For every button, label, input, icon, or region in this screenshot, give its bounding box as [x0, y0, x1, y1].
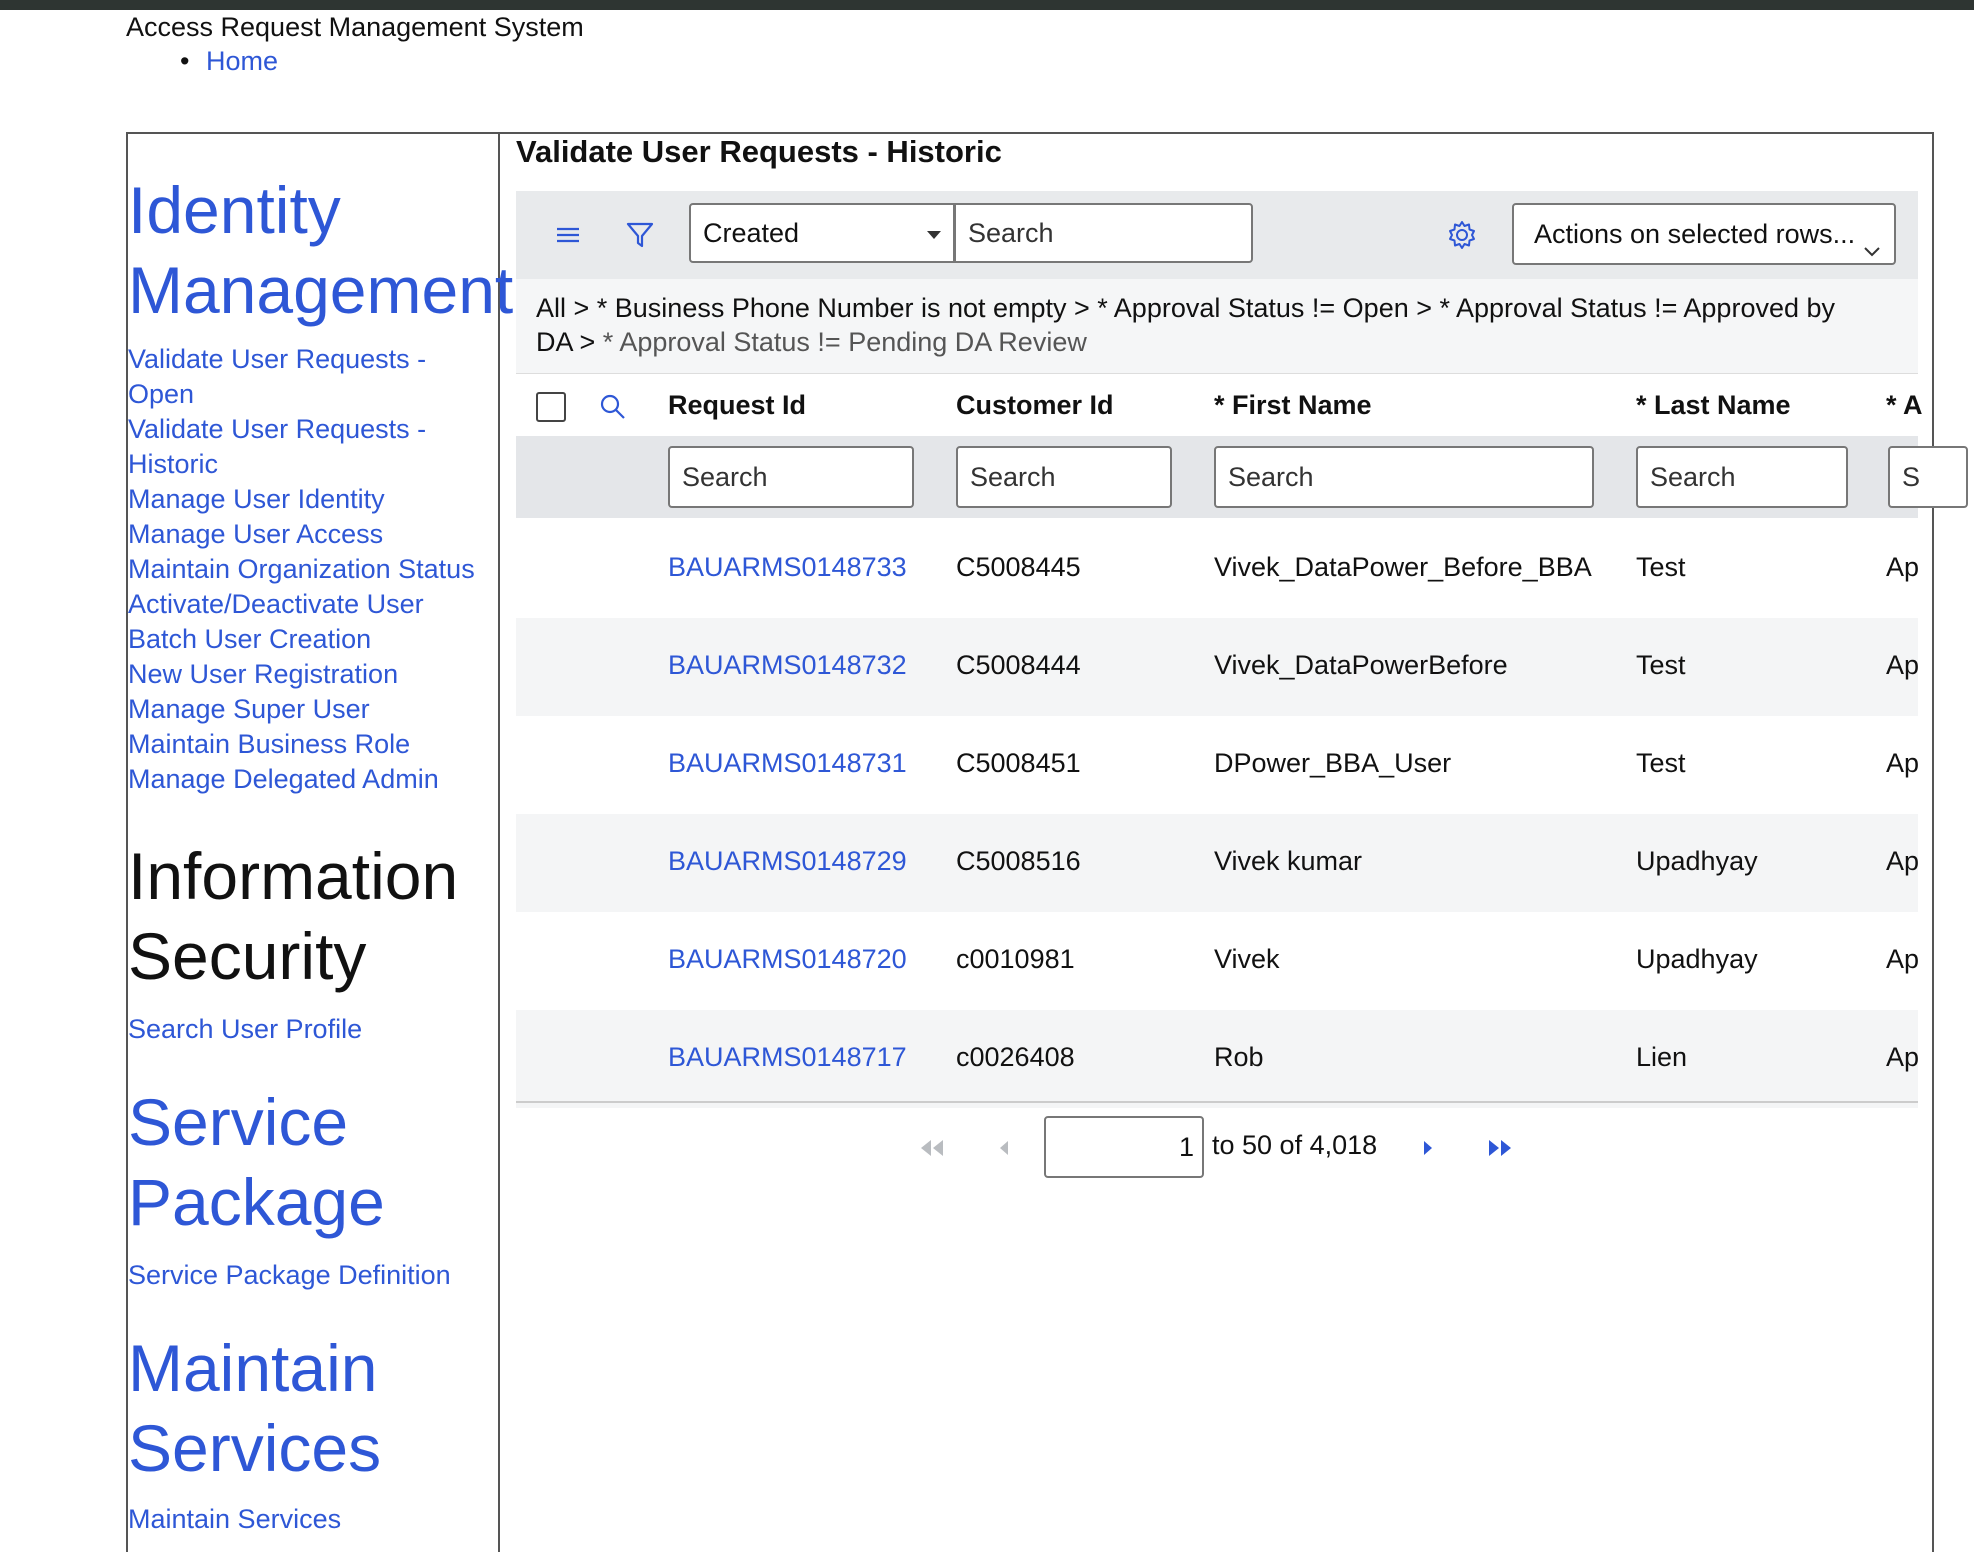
search-last-name-input[interactable] — [1636, 446, 1848, 508]
section-title-information-security-line1: Information — [128, 839, 459, 913]
top-bar — [0, 0, 1974, 10]
last-page-icon[interactable] — [1482, 1130, 1518, 1166]
first-page-icon[interactable] — [914, 1130, 950, 1166]
sidebar-link-maintain-organization-status[interactable]: Maintain Organization Status — [128, 554, 475, 584]
last-name-cell: Test — [1636, 748, 1686, 778]
request-id-link[interactable]: BAUARMS0148731 — [668, 748, 907, 778]
table-row[interactable] — [516, 618, 1918, 716]
search-customer-id-input[interactable] — [956, 446, 1172, 508]
customer-id-cell: C5008445 — [956, 552, 1081, 582]
last-name-cell: Upadhyay — [1636, 944, 1758, 974]
section-title-service-package-line2: Package — [128, 1165, 385, 1239]
page-title: Validate User Requests - Historic — [516, 134, 1002, 169]
column-header-request-id[interactable]: Request Id — [668, 390, 807, 420]
toolbar-search-input[interactable] — [955, 203, 1253, 263]
previous-page-icon[interactable] — [986, 1130, 1022, 1166]
sidebar-link-activate-deactivate-user[interactable]: Activate/Deactivate User — [128, 589, 424, 619]
customer-id-cell: c0010981 — [956, 944, 1075, 974]
first-name-cell: Vivek_DataPower_Before_BBA — [1214, 552, 1592, 582]
sidebar-link-maintain-services[interactable]: Maintain Services — [128, 1504, 342, 1534]
field-select-value: Created — [703, 218, 800, 248]
search-request-id-input[interactable] — [668, 446, 914, 508]
sidebar-link-maintain-business-role[interactable]: Maintain Business Role — [128, 729, 411, 759]
nav-bullet: • — [180, 46, 190, 76]
sidebar-link-search-user-profile[interactable]: Search User Profile — [128, 1014, 363, 1044]
caret-down-icon — [927, 231, 941, 239]
section-title-maintain-services-line2: Services — [128, 1411, 382, 1485]
section-title-maintain-services-line1: Maintain — [128, 1331, 378, 1405]
first-name-cell: DPower_BBA_User — [1214, 748, 1452, 778]
request-id-link[interactable]: BAUARMS0148733 — [668, 552, 907, 582]
sidebar-link-validate-open-line2[interactable]: Open — [128, 379, 195, 409]
table-header-row — [516, 374, 1923, 436]
actions-on-selected-rows-select[interactable] — [1512, 203, 1896, 265]
sidebar-link-validate-historic-line1[interactable]: Validate User Requests - — [128, 414, 427, 444]
customer-id-cell: c0026408 — [956, 1042, 1075, 1072]
app-title: Access Request Management System — [126, 12, 584, 42]
table-bottom-divider — [516, 1101, 1918, 1103]
request-id-link[interactable]: BAUARMS0148720 — [668, 944, 907, 974]
filter-breadcrumb — [516, 279, 1918, 374]
customer-id-cell: C5008516 — [956, 846, 1081, 876]
column-header-first-name[interactable]: * First Name — [1214, 390, 1372, 420]
breadcrumb-line-1[interactable]: All > * Business Phone Number is not empty > * Approval Status != Open > * Approval Status != Approved by — [536, 293, 1836, 323]
sidebar-link-batch-user-creation[interactable]: Batch User Creation — [128, 624, 372, 654]
page-number-input[interactable] — [1044, 1116, 1204, 1178]
truncated-column-cell: Ap — [1886, 650, 1920, 680]
truncated-column-cell: Ap — [1886, 1042, 1920, 1072]
sidebar-link-service-package-definition[interactable]: Service Package Definition — [128, 1260, 451, 1290]
filter-icon[interactable] — [620, 215, 660, 255]
truncated-column-cell: Ap — [1886, 944, 1920, 974]
sidebar-link-new-user-registration[interactable]: New User Registration — [128, 659, 399, 689]
first-name-cell: Vivek — [1214, 944, 1280, 974]
first-name-cell: Vivek_DataPowerBefore — [1214, 650, 1508, 680]
customer-id-cell: C5008451 — [956, 748, 1081, 778]
section-title-identity-management-line1: Identity — [128, 173, 341, 247]
request-id-link[interactable]: BAUARMS0148729 — [668, 846, 907, 876]
breadcrumb-line-2 — [536, 327, 1087, 358]
last-name-cell: Lien — [1636, 1042, 1688, 1072]
last-name-cell: Upadhyay — [1636, 846, 1758, 876]
sidebar-link-validate-historic-line2[interactable]: Historic — [128, 449, 219, 479]
search-truncated-column-input[interactable] — [1888, 446, 1968, 508]
first-name-cell: Rob — [1214, 1042, 1264, 1072]
nav-home-link[interactable]: Home — [206, 46, 279, 76]
breadcrumb-last-condition: * Approval Status != Pending DA Review — [602, 327, 1087, 357]
page-range-label: to 50 of 4,018 — [1212, 1130, 1378, 1160]
table-row[interactable] — [516, 520, 1918, 618]
table-row[interactable] — [516, 716, 1918, 814]
next-page-icon[interactable] — [1410, 1130, 1446, 1166]
truncated-column-cell: Ap — [1886, 846, 1920, 876]
sidebar-link-manage-delegated-admin[interactable]: Manage Delegated Admin — [128, 764, 439, 794]
sidebar-link-manage-super-user[interactable]: Manage Super User — [128, 694, 370, 724]
sidebar-link-manage-user-access[interactable]: Manage User Access — [128, 519, 384, 549]
table-row[interactable] — [516, 912, 1918, 1010]
breadcrumb-line-2-prefix[interactable]: DA > — [536, 327, 603, 357]
last-name-cell: Test — [1636, 552, 1686, 582]
section-title-identity-management-line2: Management — [128, 253, 514, 327]
customer-id-cell: C5008444 — [956, 650, 1081, 680]
truncated-column-cell: Ap — [1886, 748, 1920, 778]
sidebar-link-validate-open-line1[interactable]: Validate User Requests - — [128, 344, 427, 374]
field-select-dropdown[interactable] — [689, 203, 955, 263]
first-name-cell: Vivek kumar — [1214, 846, 1363, 876]
select-all-checkbox[interactable] — [536, 392, 566, 422]
chevron-down-icon — [1862, 223, 1882, 281]
sidebar-link-manage-user-identity[interactable]: Manage User Identity — [128, 484, 385, 514]
column-header-truncated[interactable]: * A — [1886, 390, 1923, 420]
search-truncated-column-wrapper — [1888, 446, 1918, 508]
truncated-column-cell: Ap — [1886, 552, 1920, 582]
gear-icon[interactable] — [1442, 215, 1482, 255]
actions-select-label: Actions on selected rows... — [1534, 219, 1856, 249]
search-first-name-input[interactable] — [1214, 446, 1594, 508]
section-title-information-security-line2: Security — [128, 919, 367, 993]
column-header-last-name[interactable]: * Last Name — [1636, 390, 1791, 420]
table-row[interactable] — [516, 1010, 1918, 1108]
last-name-cell: Test — [1636, 650, 1686, 680]
section-title-service-package-line1: Service — [128, 1085, 349, 1159]
column-header-customer-id[interactable]: Customer Id — [956, 390, 1114, 420]
hamburger-menu-icon[interactable] — [548, 215, 588, 255]
table-row[interactable] — [516, 814, 1918, 912]
column-search-toggle-icon[interactable] — [598, 392, 628, 422]
request-id-link[interactable]: BAUARMS0148732 — [668, 650, 907, 680]
request-id-link[interactable]: BAUARMS0148717 — [668, 1042, 907, 1072]
